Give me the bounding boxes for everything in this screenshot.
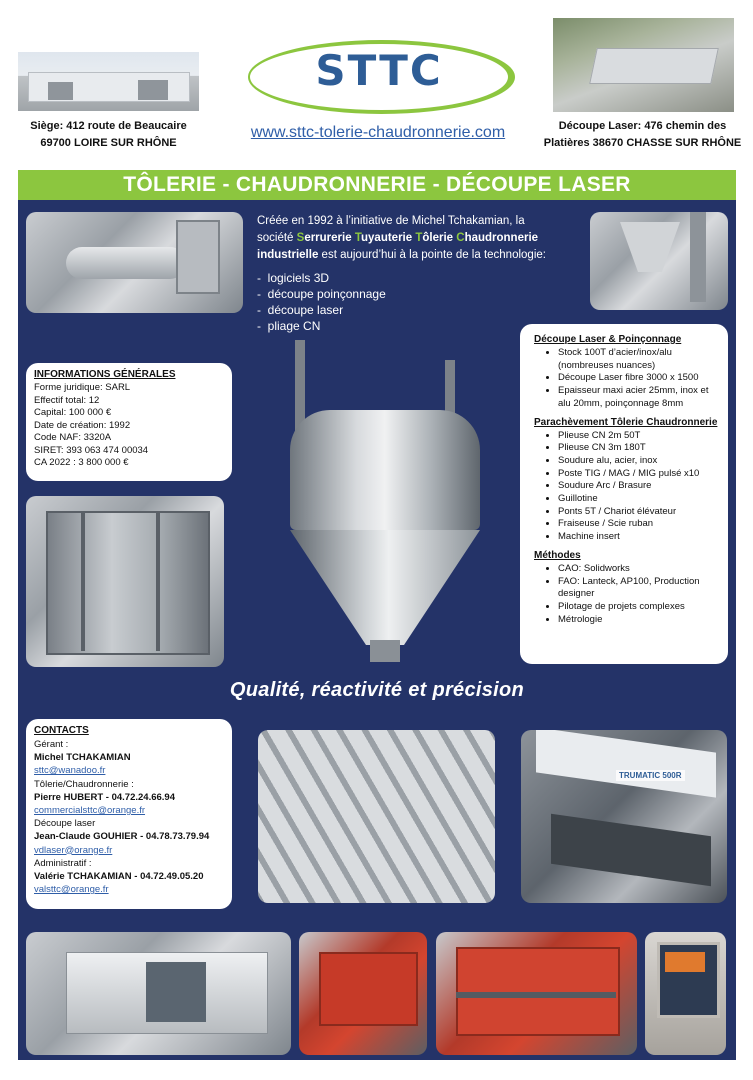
services-banner: TÔLERIE - CHAUDRONNERIE - DÉCOUPE LASER [18, 170, 736, 200]
contact-role: Gérant : [34, 739, 69, 750]
intro-line2 [257, 230, 587, 247]
intro-industrielle: industrielle [257, 249, 319, 261]
contact-email-link[interactable]: valsttc@orange.fr [34, 884, 109, 896]
technology-item: - logiciels 3D [257, 271, 330, 285]
website-link[interactable]: www.sttc-tolerie-chaudronnerie.com [250, 124, 506, 141]
technology-item: - découpe laser [257, 303, 344, 317]
company-initial-c: C [456, 232, 465, 244]
info-legal-form: Forme juridique: SARL [34, 382, 131, 393]
headquarters-address-line1: Siège: 412 route de Beaucaire [30, 120, 187, 132]
methods-item: • FAO: Lanteck, AP100, Production designer [558, 576, 722, 601]
contact-name: Pierre HUBERT - 04.72.24.66.94 [34, 791, 175, 803]
intro-line3-rest: est aujourd’hui à la pointe de la technologie: [318, 249, 546, 261]
laser-machine-photo [26, 932, 291, 1055]
finishing-section-title: Parachèvement Tôlerie Chaudronnerie [534, 416, 718, 428]
hexagon-parts-photo [258, 730, 495, 903]
info-headcount: Effectif total: 12 [34, 394, 100, 406]
headquarters-address-line2: 69700 LOIRE SUR RHÔNE [40, 137, 177, 149]
company-initial-t2: T [415, 232, 423, 244]
technology-item: - pliage CN [257, 319, 321, 333]
technology-item-label: pliage CN [267, 319, 321, 333]
services-card [520, 324, 728, 664]
info-siret: SIRET: 393 063 474 00034 [34, 444, 149, 456]
info-naf-code: Code NAF: 3320A [34, 432, 112, 443]
technology-item-label: découpe laser [267, 303, 344, 317]
contact-name: Michel TCHAKAMIAN [34, 752, 131, 764]
laser-site-address [540, 118, 745, 152]
finishing-item: • Machine insert [558, 531, 722, 544]
finishing-item: • Fraiseuse / Scie ruban [558, 518, 722, 531]
company-initial-t1: T [354, 232, 361, 244]
welded-cabinet-photo [26, 496, 224, 667]
technology-item-label: découpe poinçonnage [267, 287, 386, 301]
finishing-item: • Ponts 5T / Chariot élévateur [558, 506, 722, 519]
finishing-item: • Poste TIG / MAG / MIG pulsé x10 [558, 468, 722, 481]
laser-item: • Stock 100T d’acier/inox/alu (nombreuses nuances) [558, 347, 722, 372]
headquarters-address [18, 118, 199, 152]
contact-email-link[interactable]: sttc@wanadoo.fr [34, 765, 106, 777]
general-info-title: INFORMATIONS GÉNÉRALES [34, 369, 176, 380]
contact-name: Jean-Claude GOUHIER - 04.78.73.79.94 [34, 831, 210, 843]
logo: STTC [315, 46, 443, 95]
finishing-item: • Soudure Arc / Brasure [558, 480, 722, 493]
laser-site-address-line2: Platières 38670 CHASSE SUR RHÔNE [543, 137, 742, 149]
general-info-card [26, 363, 232, 481]
methods-item: • CAO: Solidworks [558, 563, 722, 576]
company-intro [257, 213, 587, 334]
pipe-assembly-photo [26, 212, 243, 313]
technology-item-label: logiciels 3D [267, 271, 330, 285]
headquarters-photo [18, 52, 199, 111]
company-word-2: uyauterie [361, 232, 416, 244]
cnc-control-panel-photo [645, 932, 726, 1055]
press-brake-photo-1 [299, 932, 427, 1055]
contact-name: Valérie TCHAKAMIAN - 04.72.49.05.20 [34, 871, 204, 883]
contact-role: Tôlerie/Chaudronnerie : [34, 778, 134, 790]
laser-item: • Découpe Laser fibre 3000 x 1500 [558, 372, 722, 385]
laser-section-title: Découpe Laser & Poinçonnage [534, 334, 682, 345]
trumatic-machine-photo [521, 730, 727, 903]
methods-list [534, 563, 722, 627]
company-word-1: errurerie [304, 232, 355, 244]
intro-company-prefix: société [257, 232, 297, 244]
finishing-item: • Guillotine [558, 493, 722, 506]
methods-item: • Pilotage de projets complexes [558, 601, 722, 614]
laser-list [534, 347, 722, 411]
info-creation-date: Date de création: 1992 [34, 419, 131, 431]
contact-role: Administratif : [34, 857, 92, 869]
info-capital: Capital: 100 000 € [34, 407, 112, 418]
methods-section-title: Méthodes [534, 549, 581, 561]
methods-item: • Métrologie [558, 614, 722, 627]
company-word-4: haudronnerie [464, 232, 539, 244]
laser-site-address-line1: Découpe Laser: 476 chemin des [558, 120, 727, 132]
trumatic-label: TRUMATIC 500R [616, 770, 685, 781]
laser-item: • Epaisseur maxi acier 25mm, inox et alu 20mm, poinçonnage 8mm [558, 385, 722, 410]
contact-email-link[interactable]: vdlaser@orange.fr [34, 844, 113, 856]
finishing-item: • Plieuse CN 2m 50T [558, 430, 722, 443]
finishing-item: • Soudure alu, acier, inox [558, 455, 722, 468]
technology-item: - découpe poinçonnage [257, 287, 386, 301]
quality-tagline: Qualité, réactivité et précision [229, 679, 525, 701]
contacts-title: CONTACTS [34, 725, 89, 736]
company-initial-s: S [296, 232, 305, 244]
intro-line1: Créée en 1992 à l’initiative de Michel Tchakamian, la [257, 215, 525, 227]
intro-line3 [257, 247, 587, 264]
contacts-card [26, 719, 232, 909]
finishing-list [534, 430, 722, 544]
company-word-3: ôlerie [422, 232, 457, 244]
press-brake-photo-2 [436, 932, 637, 1055]
contact-email-link[interactable]: commercialsttc@orange.fr [34, 805, 146, 817]
finishing-item: • Plieuse CN 3m 180T [558, 442, 722, 455]
silo-tank-photo [275, 340, 495, 670]
hopper-cone-photo [590, 212, 728, 310]
info-revenue: CA 2022 : 3 800 000 € [34, 457, 129, 468]
contact-role: Découpe laser [34, 818, 96, 830]
laser-site-photo [553, 18, 734, 112]
